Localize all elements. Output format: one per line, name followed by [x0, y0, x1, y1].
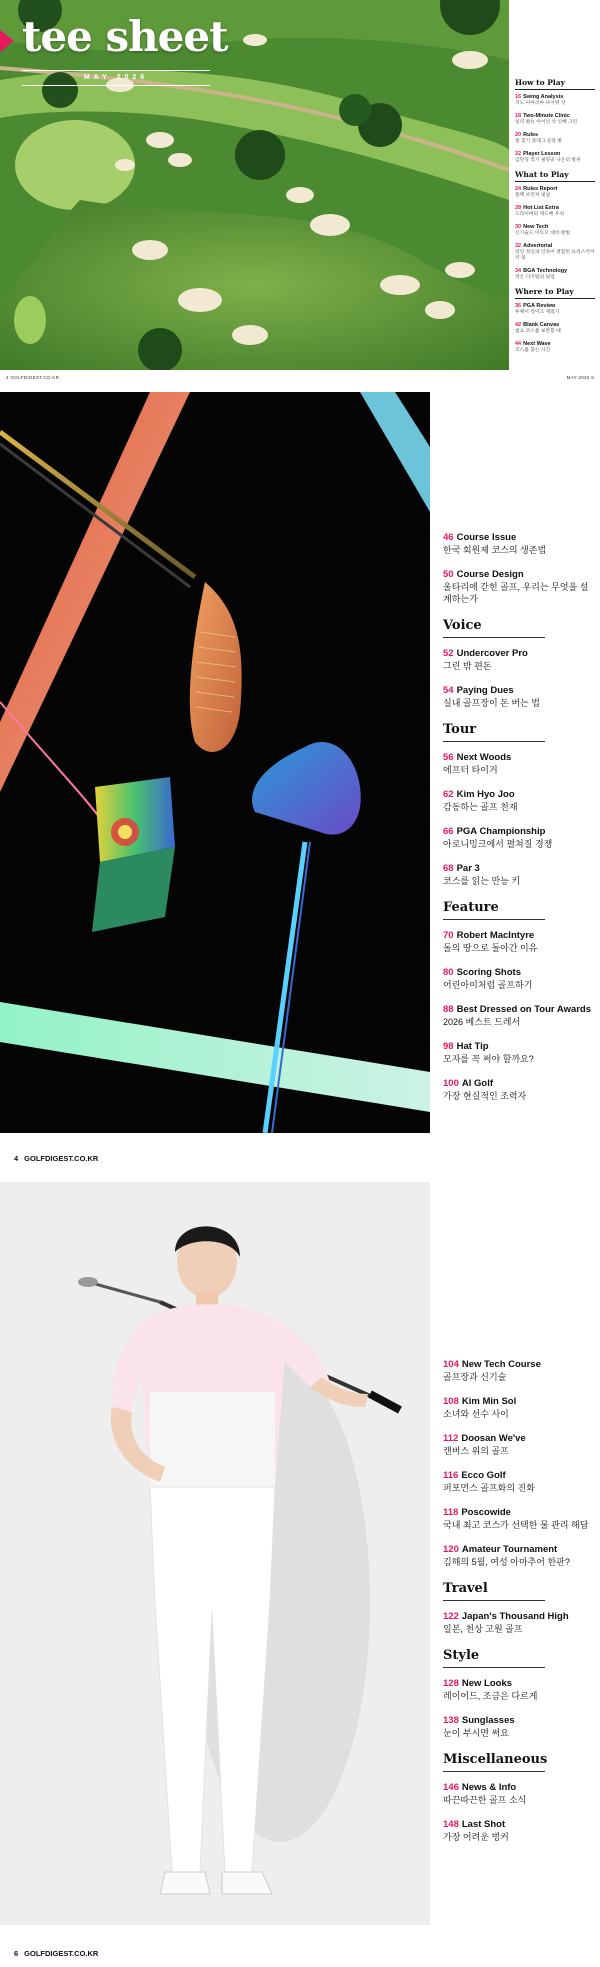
toc-item-desc: 모자를 꼭 써야 할까요?	[443, 1054, 534, 1064]
contents-list	[443, 1359, 593, 1856]
toc-page-number: 148	[443, 1819, 459, 1830]
toc-page-number: 46	[443, 532, 454, 543]
toc-page-number: 120	[443, 1544, 459, 1555]
toc-item-title: Rules	[523, 132, 539, 138]
toc-item[interactable]	[443, 569, 593, 605]
toc-page-number: 54	[443, 685, 454, 696]
toc-item-desc: 감동하는 골프 천재	[443, 802, 518, 812]
toc-item-title: New Tech Course	[461, 1359, 541, 1370]
toc-page-number: 52	[443, 648, 454, 659]
toc-page-number: 104	[443, 1359, 459, 1370]
toc-item-title: Ecco Golf	[461, 1470, 506, 1481]
toc-item-title: Best Dressed on Tour Awards	[456, 1004, 592, 1015]
toc-item-desc: 일리 발뉴 아이언 샷 인배 그린	[515, 120, 578, 125]
contents-list-small	[515, 72, 595, 360]
toc-item-desc: 일본, 천상 고원 골프	[443, 1624, 523, 1634]
page-folio	[14, 1154, 98, 1163]
toc-item-desc: 신기술드 이트모 대비 방법	[515, 231, 570, 236]
toc-item[interactable]	[443, 1470, 593, 1494]
toc-page-number: 138	[443, 1715, 459, 1726]
toc-item[interactable]	[443, 752, 593, 776]
toc-section-heading: Voice	[443, 618, 545, 638]
toc-page-number: 56	[443, 752, 454, 763]
toc-page-number: 30	[515, 224, 522, 230]
toc-item-desc: 코스를 찾는 사진	[515, 348, 551, 353]
toc-item[interactable]	[443, 1359, 593, 1383]
toc-item-desc: 드라이버의 캐드베 우쉬	[515, 212, 565, 217]
toc-item-desc: 소녀와 선수 사이	[443, 1409, 509, 1419]
toc-item[interactable]	[515, 205, 595, 218]
toc-item[interactable]	[515, 322, 595, 335]
toc-page-number: 42	[515, 322, 522, 328]
toc-item-desc: 첨요 코스를 보완할 때	[515, 329, 561, 334]
toc-item[interactable]	[443, 1715, 593, 1739]
toc-section-heading: Style	[443, 1648, 545, 1668]
toc-item-title: News & Info	[461, 1782, 517, 1793]
toc-item-desc: 투체어 정이크 재밌기	[515, 310, 560, 315]
toc-page-number: 146	[443, 1782, 459, 1793]
toc-item[interactable]	[443, 863, 593, 887]
toc-page-number: 32	[515, 243, 522, 249]
toc-item-title: Undercover Pro	[456, 648, 528, 659]
toc-item-desc: 캔버스 위의 골프	[443, 1446, 509, 1456]
toc-item-title: Next Woods	[456, 752, 512, 763]
issue-date: MAY 2026	[22, 70, 210, 86]
toc-item-title: Paying Dues	[456, 685, 514, 696]
toc-page-number: 108	[443, 1396, 459, 1407]
toc-item[interactable]	[443, 1544, 593, 1568]
toc-page-number: 116	[443, 1470, 459, 1481]
toc-item-title: Swing Analysis	[523, 94, 564, 100]
toc-item[interactable]	[443, 1819, 593, 1843]
golf-clubs-neon-photo	[0, 392, 430, 1133]
toc-item[interactable]	[515, 151, 595, 164]
toc-item-title: Blank Canvas	[523, 322, 560, 328]
golfer-portrait-photo	[0, 1182, 430, 1925]
toc-item[interactable]	[443, 1004, 593, 1028]
toc-page-number: 80	[443, 967, 454, 978]
toc-item[interactable]	[443, 1507, 593, 1531]
toc-item-title: Course Issue	[456, 532, 517, 543]
toc-section-heading: Travel	[443, 1581, 545, 1601]
toc-item-title: PGA Championship	[456, 826, 546, 837]
toc-item-title: Kim Hyo Joo	[456, 789, 515, 800]
toc-item-title: Sunglasses	[461, 1715, 515, 1726]
page-folio	[14, 1949, 98, 1958]
toc-item[interactable]	[515, 186, 595, 199]
golf-course-aerial-photo	[0, 0, 509, 370]
toc-page-number: 100	[443, 1078, 459, 1089]
toc-item-title: Scoring Shots	[456, 967, 521, 978]
toc-item-title: Robert MacIntyre	[456, 930, 535, 941]
toc-spread-page-1	[0, 0, 600, 384]
toc-item-desc: 코스를 읽는 만능 키	[443, 876, 521, 886]
contents-list	[443, 532, 593, 1115]
toc-item[interactable]	[515, 341, 595, 354]
toc-item-desc: 그린 밖 편돈	[443, 661, 492, 671]
toc-item[interactable]	[515, 268, 595, 281]
toc-item-desc: 국내 최고 코스가 선택한 물 관리 해답	[443, 1520, 589, 1530]
toc-item-title: PGA Review	[523, 303, 556, 309]
toc-item-desc: 한국 회원제 코스의 생존법	[443, 545, 547, 555]
toc-section	[515, 78, 595, 164]
toc-item[interactable]	[443, 967, 593, 991]
toc-item[interactable]	[443, 1078, 593, 1102]
toc-item-title: Rules Report	[523, 186, 558, 192]
toc-item[interactable]	[443, 685, 593, 709]
toc-page-number: 44	[515, 341, 522, 347]
toc-item-desc: 가장 현실적인 조력자	[443, 1091, 527, 1101]
toc-page-number: 28	[515, 205, 522, 211]
toc-item[interactable]	[443, 1041, 593, 1065]
toc-item-title: Advertorial	[523, 243, 553, 249]
toc-item-title: New Looks	[461, 1678, 513, 1689]
toc-item-desc: 레이어드, 조금은 다르게	[443, 1691, 538, 1701]
toc-item[interactable]	[443, 1433, 593, 1457]
toc-page-number: 62	[443, 789, 454, 800]
section-title: tee sheet	[22, 12, 228, 61]
toc-page-number: 88	[443, 1004, 454, 1015]
site-url: GOLFDIGEST.CO.KR	[24, 1154, 99, 1163]
toc-page-number: 16	[515, 94, 522, 100]
toc-section-heading: Miscellaneous	[443, 1752, 545, 1772]
toc-page-number: 118	[443, 1507, 459, 1518]
toc-page-number: 36	[515, 303, 522, 309]
toc-item-desc: 가장 어려운 벙커	[443, 1832, 509, 1842]
toc-item[interactable]	[443, 532, 593, 556]
toc-item-title: Par 3	[456, 863, 480, 874]
toc-page-number: 18	[515, 113, 522, 119]
toc-item[interactable]	[515, 243, 595, 262]
toc-item-title: Poscowide	[461, 1507, 511, 1518]
page-folio-left: 4 GOLFDIGEST.CO.KR	[6, 375, 60, 380]
toc-page-number: 68	[443, 863, 454, 874]
page-number: 4	[14, 1154, 19, 1163]
site-url: GOLFDIGEST.CO.KR	[24, 1949, 99, 1958]
toc-item-desc: 눈이 부시면 써요	[443, 1728, 509, 1738]
toc-item-title: Hat Tip	[456, 1041, 489, 1052]
toc-section-heading: Tour	[443, 722, 545, 742]
toc-item-desc: 아로니밍크에서 펼쳐질 경쟁	[443, 839, 553, 849]
toc-item[interactable]	[443, 930, 593, 954]
toc-item-desc: 돌의 땅으로 돌아간 이유	[443, 943, 538, 953]
toc-page-number: 20	[515, 132, 522, 138]
page-number: 6	[14, 1949, 19, 1958]
toc-page-number: 122	[443, 1611, 459, 1622]
toc-item-title: AI Golf	[461, 1078, 493, 1089]
toc-section-heading: Where to Play	[515, 287, 595, 299]
toc-item-title: Japan's Thousand High	[461, 1611, 569, 1622]
page-folio-right: MAY 2026 5	[566, 375, 594, 380]
toc-item[interactable]	[515, 113, 595, 126]
toc-spread-page-2	[0, 392, 600, 1182]
toc-item-desc: 울타리에 갇힌 골프, 우리는 무엇을 설계하는가	[443, 582, 589, 604]
toc-page-number: 34	[515, 268, 522, 274]
toc-section	[515, 287, 595, 354]
toc-page-number: 98	[443, 1041, 454, 1052]
brand-triangle-marker	[0, 30, 14, 52]
toc-item-desc: 퍼포먼스 골프화의 진화	[443, 1483, 535, 1493]
toc-item-title: Doosan We've	[461, 1433, 526, 1444]
toc-page-number: 128	[443, 1678, 459, 1689]
toc-section-heading: What to Play	[515, 170, 595, 182]
toc-item-title: Two-Minute Clinic	[523, 113, 570, 119]
toc-section	[515, 170, 595, 281]
toc-item[interactable]	[443, 1678, 593, 1702]
toc-page-number: 50	[443, 569, 454, 580]
toc-item-desc: 어린아이처럼 골프하기	[443, 980, 533, 990]
toc-item-title: Player Lesson	[523, 151, 561, 157]
toc-page-number: 22	[515, 151, 522, 157]
toc-section-heading: How to Play	[515, 78, 595, 90]
toc-item-title: New Tech	[523, 224, 549, 230]
toc-item[interactable]	[443, 1782, 593, 1806]
toc-page-number: 112	[443, 1433, 459, 1444]
toc-item-title: BGA Technology	[523, 268, 568, 274]
toc-item-desc: 에프터 타이거	[443, 765, 498, 775]
toc-item-desc: 장인 정신과 인파이 결합된 프리스키어키 외	[515, 250, 595, 261]
toc-item-desc: 2026 베스트 드레서	[443, 1017, 521, 1027]
toc-page-number: 24	[515, 186, 522, 192]
toc-item-desc: 볼 찾기 플래그 골라 방	[515, 139, 563, 144]
toc-section-heading: Feature	[443, 900, 545, 920]
toc-item-desc: 따끈따끈한 골프 소식	[443, 1795, 527, 1805]
toc-item[interactable]	[515, 224, 595, 237]
toc-item[interactable]	[443, 648, 593, 672]
toc-page-number: 66	[443, 826, 454, 837]
toc-item-title: Last Shot	[461, 1819, 506, 1830]
toc-item-title: Kim Min Sol	[461, 1396, 517, 1407]
toc-item-desc: 적은 디지털의 핏업	[515, 275, 555, 280]
toc-item[interactable]	[443, 1611, 593, 1635]
toc-spread-page-3	[0, 1182, 600, 1967]
toc-item[interactable]	[443, 789, 593, 813]
toc-item-desc: 지노 이마리마 다이빙 샷	[515, 101, 566, 106]
toc-item-desc: 실내 골프장이 돈 버는 법	[443, 698, 540, 708]
toc-item-desc: 골프장과 신기술	[443, 1372, 507, 1382]
toc-item[interactable]	[515, 303, 595, 316]
toc-item-desc: 플랙 브런치 핏실	[515, 193, 551, 198]
toc-item-desc: 김해의 5월, 여성 아마추어 한판?	[443, 1557, 570, 1567]
toc-item[interactable]	[443, 1396, 593, 1420]
toc-item-desc: 김민정 작가 필링골 나온터 방위	[515, 158, 581, 163]
toc-item-title: Amateur Tournament	[461, 1544, 558, 1555]
toc-item-title: Next Wave	[523, 341, 551, 347]
toc-page-number: 70	[443, 930, 454, 941]
toc-item[interactable]	[515, 94, 595, 107]
toc-item[interactable]	[515, 132, 595, 145]
toc-item-title: Hot List Extra	[523, 205, 559, 211]
toc-item[interactable]	[443, 826, 593, 850]
toc-item-title: Course Design	[456, 569, 524, 580]
